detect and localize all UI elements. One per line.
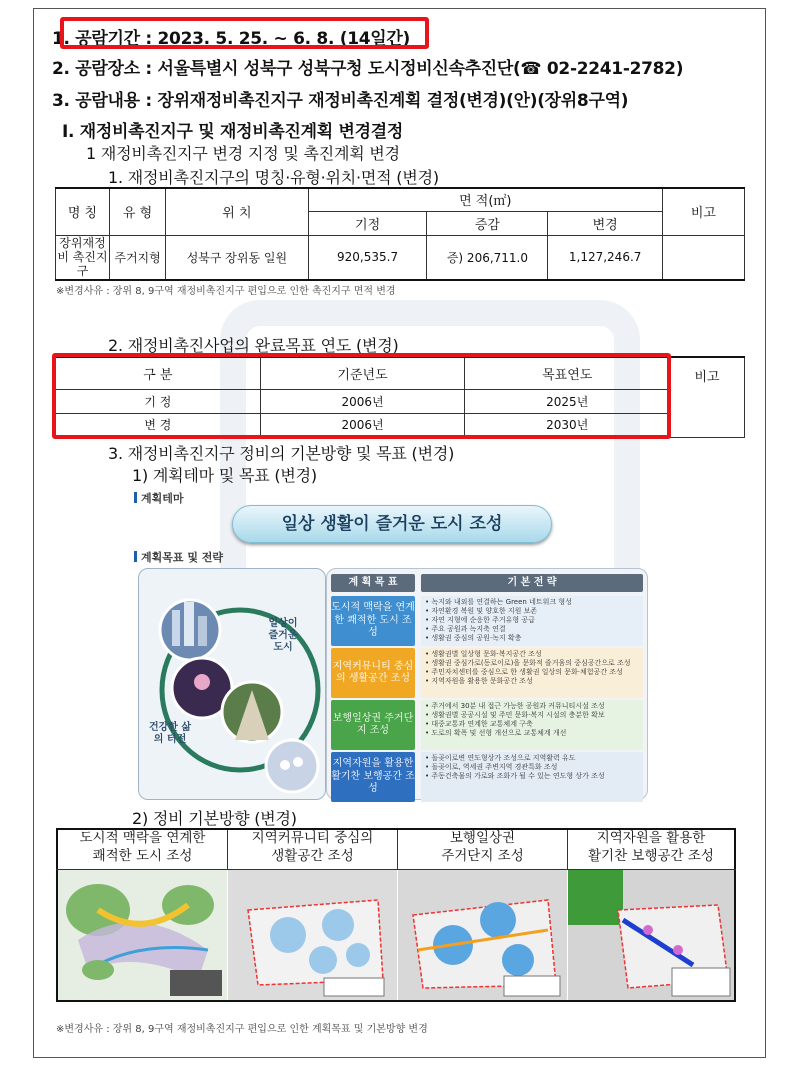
td-base-changed: 2006년 bbox=[260, 413, 465, 437]
direction-caption-4-line1: 지역자원을 활용한 bbox=[596, 830, 706, 846]
strategy-3-item: • 생활권별 공공시설 및 주민 문화·복지 시설의 충분한 확보 bbox=[425, 711, 639, 720]
strategy-1-item: • 주요 공원과 녹지축 연결 bbox=[425, 625, 639, 634]
area-table bbox=[55, 187, 745, 281]
direction-caption-2 bbox=[228, 830, 398, 870]
note-area: ※변경사유 : 장위 8, 9구역 재정비촉진지구 편입으로 인한 촉진지구 면적 변경 bbox=[56, 286, 396, 297]
item-place: 2. 공람장소 : 서울특별시 성북구 성북구청 도시정비신속추진단(☎ 02-2241-2782) bbox=[52, 59, 684, 79]
tag-theme-label: 계획테마 bbox=[141, 492, 184, 505]
highlight-period bbox=[60, 17, 429, 49]
strategy-4-item: • 돌곶이로, 역세권 주변지역 경관특화 조성 bbox=[425, 763, 639, 772]
td-base-existing: 2006년 bbox=[260, 389, 465, 413]
strategy-2 bbox=[421, 648, 643, 698]
td-target-changed: 2030년 bbox=[465, 413, 670, 437]
th-type: 유 형 bbox=[109, 188, 165, 235]
th-location: 위 치 bbox=[166, 188, 309, 235]
direction-caption-2-line1: 지역커뮤니티 중심의 bbox=[251, 830, 374, 846]
strategy-1-item: • 녹지와 내외를 연결하는 Green 네트워크 형성 bbox=[425, 598, 639, 607]
strategy-2-item: • 지역자원을 활용한 문화공간 조성 bbox=[425, 677, 639, 686]
th-category: 구 분 bbox=[56, 357, 261, 389]
td-category-changed: 변 경 bbox=[56, 413, 261, 437]
strategy-2-item: • 생활권 중심가로(동로이로)을 문화적 즐거움의 중심공간으로 조성 bbox=[425, 659, 639, 668]
direction-caption-4 bbox=[568, 830, 734, 870]
strategy-1-item: • 생활권 중심의 공원·녹지 확충 bbox=[425, 634, 639, 643]
strategy-2-item: • 주민자치센터를 중심으로 한 생활권 일상의 문화·체험공간 조성 bbox=[425, 668, 639, 677]
tag-theme bbox=[134, 490, 184, 506]
col-goal-header: 계 획 목 표 bbox=[331, 574, 415, 592]
direction-map-4 bbox=[568, 870, 734, 1000]
goal-3: 보행일상권 주거단지 조성 bbox=[331, 700, 415, 750]
direction-caption-3 bbox=[398, 830, 568, 870]
strategy-3-item: • 대중교통과 연계한 교통체계 구축 bbox=[425, 720, 639, 729]
subsection-title: 1 재정비촉진지구 변경 지정 및 촉진계획 변경 bbox=[86, 144, 400, 163]
strategy-3-item: • 도로의 확폭 및 선형 개선으로 교통체계 개선 bbox=[425, 729, 639, 738]
strategy-4 bbox=[421, 752, 643, 802]
tag-goals bbox=[134, 549, 223, 565]
th-remark2: 비고 bbox=[670, 357, 745, 437]
direction-caption-1 bbox=[58, 830, 228, 870]
goal-2: 지역커뮤니티 중심의 생활공간 조성 bbox=[331, 648, 415, 698]
direction-map-1 bbox=[58, 870, 227, 1000]
direction-caption-4-line2: 활기찬 보행공간 조성 bbox=[588, 847, 714, 864]
direction-caption-3-line2: 주거단지 조성 bbox=[441, 847, 524, 864]
section-title: Ⅰ. 재정비촉진지구 및 재정비촉진계획 변경결정 bbox=[62, 122, 403, 142]
td-type: 주거지형 bbox=[109, 235, 165, 280]
diagram-label-fun: 일상이 즐거운 도시 bbox=[268, 618, 298, 653]
td-remark bbox=[662, 235, 744, 280]
goal-4: 지역자원을 활용한 활기찬 보행공간 조성 bbox=[331, 752, 415, 802]
td-change: 증) 206,711.0 bbox=[427, 235, 548, 280]
col-strategy-header: 기 본 전 략 bbox=[421, 574, 643, 592]
tag-goals-label: 계획목표 및 전략 bbox=[141, 551, 224, 564]
td-category-existing: 기 정 bbox=[56, 389, 261, 413]
strategy-4-item: • 주동건축물의 가로와 조화가 될 수 있는 연도형 상가 조성 bbox=[425, 772, 639, 781]
th-existing: 기정 bbox=[308, 211, 427, 235]
goal-1: 도시적 맥락을 연계한 쾌적한 도시 조성 bbox=[331, 596, 415, 646]
diagram-label-health: 건강한 삶의 터전 bbox=[148, 722, 192, 745]
goal-circle-diagram bbox=[140, 570, 324, 798]
td-existing: 920,535.7 bbox=[308, 235, 427, 280]
strategy-3 bbox=[421, 700, 643, 750]
heading-year: 2. 재정비촉진사업의 완료목표 연도 (변경) bbox=[108, 336, 399, 355]
th-area: 면 적(㎡) bbox=[308, 188, 662, 211]
td-name: 장위재정비 촉진지구 bbox=[57, 235, 108, 279]
td-target-existing: 2025년 bbox=[465, 389, 670, 413]
direction-caption-1-line1: 도시적 맥락을 연계한 bbox=[79, 830, 206, 846]
td-changed: 1,127,246.7 bbox=[548, 235, 662, 280]
direction-caption-1-line2: 쾌적한 도시 조성 bbox=[92, 847, 193, 864]
strategy-2-item: • 생활권별 일상형 문화·복지공간 조성 bbox=[425, 650, 639, 659]
th-changed: 변경 bbox=[548, 211, 662, 235]
th-name: 명 칭 bbox=[56, 188, 110, 235]
strategy-1-item: • 자연 지형에 순응한 주거유형 공급 bbox=[425, 616, 639, 625]
strategy-4-item: • 돌곶이로변 연도형상가 조성으로 지역활력 유도 bbox=[425, 754, 639, 763]
direction-map-3 bbox=[398, 870, 567, 1000]
td-location: 성북구 장위동 일원 bbox=[166, 235, 309, 280]
strategy-3-item: • 주거에서 30분 내 접근 가능한 공원과 커뮤니티시설 조성 bbox=[425, 702, 639, 711]
strategy-1-item: • 자연환경 복원 및 양호한 지원 보존 bbox=[425, 607, 639, 616]
th-base: 기준년도 bbox=[260, 357, 465, 389]
note-direction: ※변경사유 : 장위 8, 9구역 재정비촉진지구 편입으로 인한 계획목표 및 기본방향 변경 bbox=[56, 1024, 428, 1035]
theme-bar: 일상 생활이 즐거운 도시 조성 bbox=[232, 505, 552, 543]
heading-basic-direction: 2) 정비 기본방향 (변경) bbox=[132, 809, 297, 828]
heading-area: 1. 재정비촉진지구의 명칭·유형·위치·면적 (변경) bbox=[108, 168, 439, 187]
direction-map-2 bbox=[228, 870, 397, 1000]
highlight-year-table bbox=[52, 353, 671, 439]
heading-theme-goals: 1) 계획테마 및 목표 (변경) bbox=[132, 466, 317, 485]
direction-caption-3-line1: 보행일상권 bbox=[449, 830, 516, 846]
item-period: 1. 공람기간 : 2023. 5. 25. ~ 6. 8. (14일간) bbox=[52, 29, 410, 49]
th-target: 목표연도 bbox=[465, 357, 670, 389]
th-remark: 비고 bbox=[662, 188, 744, 235]
heading-direction: 3. 재정비촉진지구 정비의 기본방향 및 목표 (변경) bbox=[108, 444, 455, 463]
direction-caption-2-line2: 생활공간 조성 bbox=[271, 847, 354, 864]
item-content: 3. 공람내용 : 장위재정비촉진지구 재정비촉진계획 결정(변경)(안)(장위8구역) bbox=[52, 91, 629, 111]
th-change: 증감 bbox=[427, 211, 548, 235]
strategy-1 bbox=[421, 596, 643, 646]
